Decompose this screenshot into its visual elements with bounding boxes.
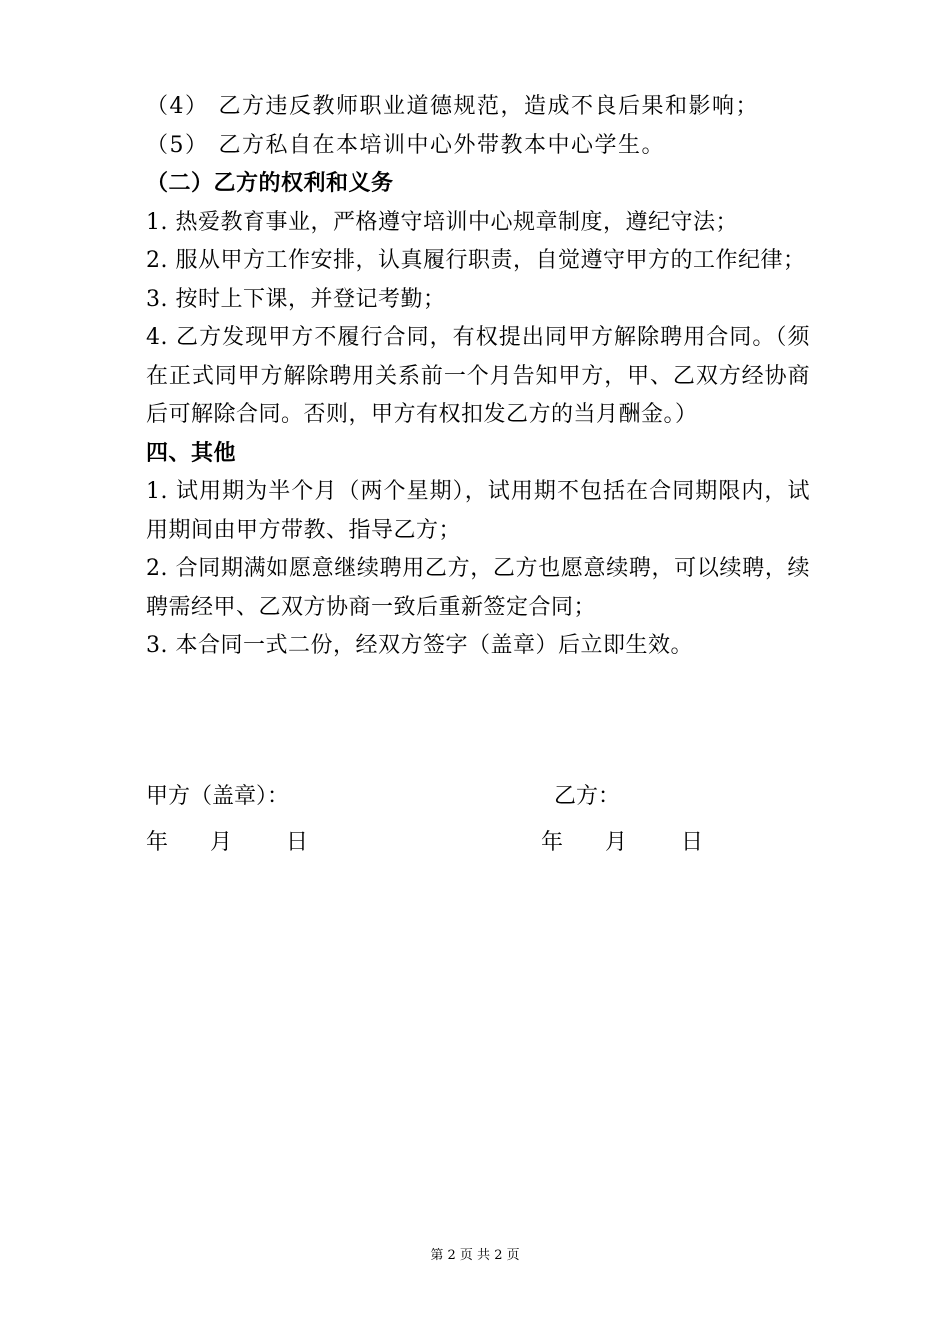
signature-party-row xyxy=(146,778,810,824)
day-label: 日 xyxy=(681,830,704,855)
clause-item: 4. 乙方发现甲方不履行合同，有权提出同甲方解除聘用合同。（须在正式同甲方解除聘用关系前一个月告知甲方，甲、乙双方经协商后可解除合同。否则，甲方有权扣发乙方的当月酬金。） xyxy=(146,325,810,427)
clause-item: 2. 服从甲方工作安排，认真履行职责，自觉遵守甲方的工作纪律； xyxy=(146,248,806,273)
page-footer: 第 2 页 共 2 页 xyxy=(430,1248,520,1263)
clause-text: 乙方违反教师职业道德规范，造成不良后果和影响； xyxy=(218,94,760,119)
clause-item: 3. 按时上下课，并登记考勤； xyxy=(146,286,446,312)
section-heading: 四、其他 xyxy=(146,440,237,466)
clause-item: 1. 热爱教育事业，严格遵守培训中心规章制度，遵纪守法； xyxy=(146,209,738,235)
clause-line xyxy=(146,88,810,127)
month-label: 月 xyxy=(210,830,233,855)
clause-item: 3. 本合同一式二份，经双方签字（盖章）后立即生效。 xyxy=(146,633,693,658)
year-label: 年 xyxy=(146,830,169,855)
day-label: 日 xyxy=(286,830,309,855)
party-b-date xyxy=(541,824,711,862)
year-label: 年 xyxy=(541,830,564,855)
party-b-label: 乙方： xyxy=(554,784,621,809)
signature-date-row xyxy=(146,824,810,870)
clause-number: （5） xyxy=(146,132,209,158)
clause-number: （4） xyxy=(146,94,209,119)
month-label: 月 xyxy=(605,830,628,855)
clause-text: 乙方私自在本培训中心外带教本中心学生。 xyxy=(218,132,666,158)
clause-item: 2. 合同期满如愿意继续聘用乙方，乙方也愿意续聘，可以续聘，续聘需经甲、乙双方协商一致后重新签定合同； xyxy=(146,556,810,620)
party-a-label: 甲方（盖章）： xyxy=(146,784,290,809)
party-a-date xyxy=(146,824,316,862)
clause-line xyxy=(146,127,810,166)
signature-block xyxy=(146,778,810,870)
section-heading: （二）乙方的权利和义务 xyxy=(146,171,394,196)
contract-body xyxy=(146,88,810,666)
clause-item: 1. 试用期为半个月（两个星期），试用期不包括在合同期限内，试用期间由甲方带教、指导乙方； xyxy=(146,479,810,543)
